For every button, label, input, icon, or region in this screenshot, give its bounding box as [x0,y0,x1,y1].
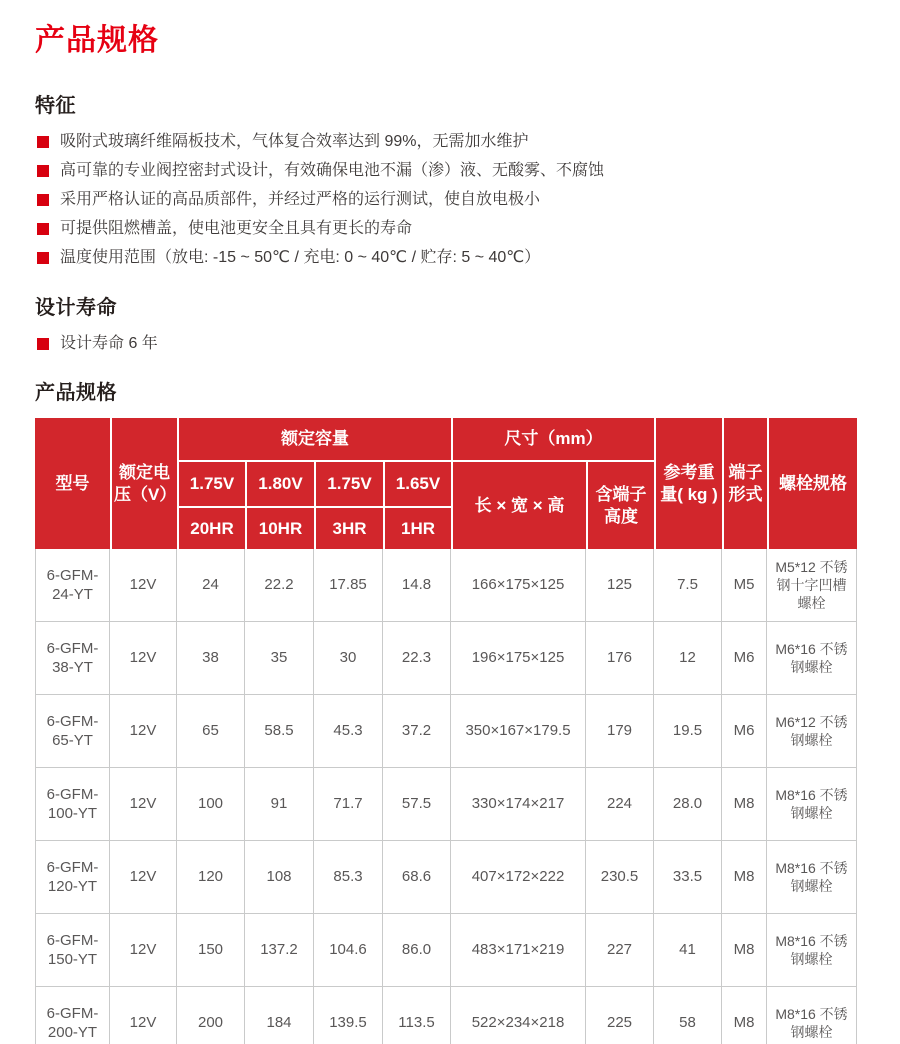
table-row [35,695,857,768]
header-capacity-voltage: 1.75V [177,460,245,506]
cell-bolt-spec: M8*16 不锈钢螺栓 [767,914,857,987]
feature-text: 高可靠的专业阀控密封式设计，有效确保电池不漏（渗）液、无酸雾、不腐蚀 [60,162,605,179]
cell-capacity: 38 [177,622,245,695]
cell-bolt-spec: M8*16 不锈钢螺栓 [767,841,857,914]
cell-terminal-type: M8 [722,841,767,914]
cell-capacity: 71.7 [314,768,383,841]
cell-capacity: 58.5 [245,695,314,768]
spec-table [35,418,857,1044]
cell-bolt-spec: M8*16 不锈钢螺栓 [767,768,857,841]
cell-capacity: 150 [177,914,245,987]
cell-terminal-type: M5 [722,549,767,622]
header-size-terminal-height: 含端子高度 [586,460,654,549]
cell-size: 407×172×222 [451,841,586,914]
feature-text: 吸附式玻璃纤维隔板技术，气体复合效率达到 99%，无需加水维护 [60,133,529,150]
cell-capacity: 14.8 [383,549,451,622]
list-item [35,161,865,181]
cell-voltage: 12V [110,768,177,841]
cell-capacity: 65 [177,695,245,768]
list-item [35,190,865,210]
cell-size: 483×171×219 [451,914,586,987]
cell-capacity: 113.5 [383,987,451,1044]
header-capacity-voltage: 1.65V [383,460,451,506]
cell-size: 196×175×125 [451,622,586,695]
header-voltage: 额定电压（V） [110,418,177,549]
table-row [35,987,857,1044]
feature-text: 采用严格认证的高品质部件，并经过严格的运行测试，使自放电极小 [60,191,541,208]
cell-capacity: 57.5 [383,768,451,841]
cell-terminal-height: 227 [586,914,654,987]
cell-bolt-spec: M6*12 不锈钢螺栓 [767,695,857,768]
list-item [35,132,865,152]
cell-capacity: 22.3 [383,622,451,695]
bullet-square-icon [37,338,49,350]
cell-terminal-type: M8 [722,987,767,1044]
cell-voltage: 12V [110,622,177,695]
table-row [35,549,857,622]
cell-size: 522×234×218 [451,987,586,1044]
table-row [35,768,857,841]
header-capacity-rate: 1HR [383,506,451,549]
section-features-title: 特征 [35,95,76,117]
cell-voltage: 12V [110,695,177,768]
cell-capacity: 184 [245,987,314,1044]
cell-terminal-height: 176 [586,622,654,695]
design-life-list [35,334,865,354]
spec-table-body [35,549,857,1044]
cell-model: 6-GFM-38-YT [35,622,110,695]
cell-voltage: 12V [110,841,177,914]
cell-capacity: 86.0 [383,914,451,987]
cell-capacity: 200 [177,987,245,1044]
cell-weight: 33.5 [654,841,722,914]
cell-weight: 41 [654,914,722,987]
cell-terminal-type: M6 [722,622,767,695]
cell-terminal-height: 179 [586,695,654,768]
cell-bolt-spec: M6*16 不锈钢螺栓 [767,622,857,695]
header-model: 型号 [35,418,110,549]
cell-capacity: 120 [177,841,245,914]
table-row [35,914,857,987]
cell-capacity: 22.2 [245,549,314,622]
header-size-group: 尺寸（mm） [451,418,654,460]
bullet-square-icon [37,136,49,148]
cell-capacity: 37.2 [383,695,451,768]
cell-size: 350×167×179.5 [451,695,586,768]
cell-weight: 19.5 [654,695,722,768]
table-row [35,622,857,695]
cell-capacity: 17.85 [314,549,383,622]
cell-terminal-height: 224 [586,768,654,841]
feature-text: 可提供阻燃槽盖，使电池更安全且具有更长的寿命 [60,220,413,237]
cell-weight: 58 [654,987,722,1044]
header-capacity-rate: 3HR [314,506,383,549]
section-specs-title: 产品规格 [35,382,117,404]
feature-text: 温度使用范围（放电: -15 ~ 50℃ / 充电: 0 ~ 40℃ / 贮存: 5 ~ 40℃） [60,249,541,266]
header-capacity-voltage: 1.75V [314,460,383,506]
header-terminal: 端子形式 [722,418,767,549]
cell-voltage: 12V [110,987,177,1044]
header-capacity-rate: 20HR [177,506,245,549]
cell-terminal-type: M8 [722,914,767,987]
cell-capacity: 104.6 [314,914,383,987]
cell-model: 6-GFM-150-YT [35,914,110,987]
cell-terminal-type: M8 [722,768,767,841]
header-capacity-group: 额定容量 [177,418,451,460]
cell-bolt-spec: M8*16 不锈钢螺栓 [767,987,857,1044]
cell-capacity: 24 [177,549,245,622]
list-item [35,334,865,354]
list-item [35,248,865,268]
cell-capacity: 68.6 [383,841,451,914]
design-life-text: 设计寿命 6 年 [60,335,158,352]
bullet-square-icon [37,165,49,177]
cell-terminal-type: M6 [722,695,767,768]
cell-bolt-spec: M5*12 不锈钢十字凹槽螺栓 [767,549,857,622]
cell-weight: 7.5 [654,549,722,622]
cell-terminal-height: 230.5 [586,841,654,914]
section-design-life-title: 设计寿命 [35,297,117,319]
cell-capacity: 45.3 [314,695,383,768]
header-capacity-rate: 10HR [245,506,314,549]
header-bolt: 螺栓规格 [767,418,857,549]
cell-model: 6-GFM-24-YT [35,549,110,622]
cell-capacity: 85.3 [314,841,383,914]
table-row [35,841,857,914]
features-list [35,132,865,268]
cell-terminal-height: 125 [586,549,654,622]
cell-voltage: 12V [110,549,177,622]
cell-capacity: 30 [314,622,383,695]
cell-model: 6-GFM-200-YT [35,987,110,1044]
list-item [35,219,865,239]
page-title: 产品规格 [35,24,159,57]
cell-terminal-height: 225 [586,987,654,1044]
cell-capacity: 100 [177,768,245,841]
cell-capacity: 35 [245,622,314,695]
header-size-lwh: 长 × 宽 × 高 [451,460,586,549]
cell-model: 6-GFM-120-YT [35,841,110,914]
cell-capacity: 91 [245,768,314,841]
cell-capacity: 137.2 [245,914,314,987]
header-weight: 参考重量( kg ) [654,418,722,549]
spec-table-header [35,418,857,549]
cell-weight: 28.0 [654,768,722,841]
bullet-square-icon [37,223,49,235]
header-capacity-voltage: 1.80V [245,460,314,506]
cell-capacity: 108 [245,841,314,914]
cell-size: 330×174×217 [451,768,586,841]
cell-model: 6-GFM-100-YT [35,768,110,841]
bullet-square-icon [37,194,49,206]
cell-capacity: 139.5 [314,987,383,1044]
cell-voltage: 12V [110,914,177,987]
cell-weight: 12 [654,622,722,695]
cell-size: 166×175×125 [451,549,586,622]
cell-model: 6-GFM-65-YT [35,695,110,768]
bullet-square-icon [37,252,49,264]
